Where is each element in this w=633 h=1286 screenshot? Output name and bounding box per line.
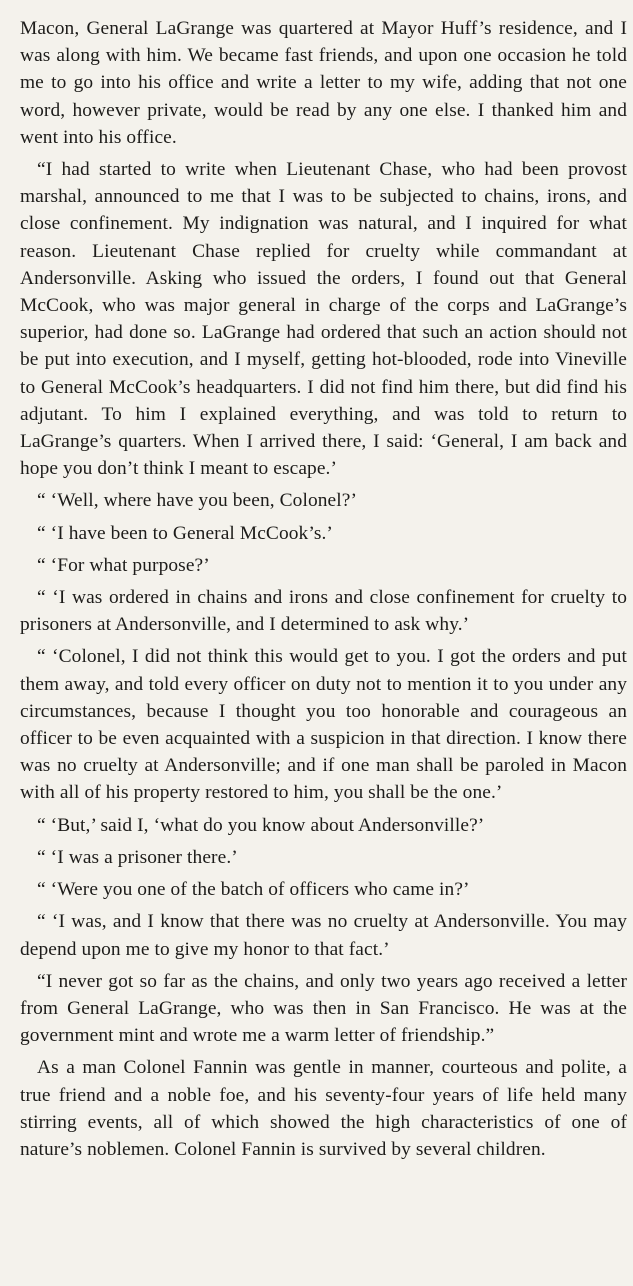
paragraph-dialogue-batch: “ ‘Were you one of the batch of officers who came in?’: [37, 879, 470, 901]
paragraph-dialogue-mccook: “ ‘I have been to General McCook’s.’: [37, 522, 333, 544]
paragraph-dialogue-but: “ ‘But,’ said I, ‘what do you know about Andersonville?’: [37, 814, 485, 836]
paragraph-dialogue-prisoner: “ ‘I was a prisoner there.’: [37, 846, 238, 868]
paragraph-dialogue-colonel: “ ‘Colonel, I did not think this would get to you. I got the orders and put them away, and told every officer on duty not to mention it to you under any circumstances, because I thought you too honorable and courageous an officer to be even acquainted with a suspicion in that direction. I know there was no cruelty at Andersonville; and if one man shall be paroled in Macon with all of his property restored to him, you shall be the one.’: [20, 646, 627, 804]
paragraph-dialogue-honor: “ ‘I was, and I know that there was no cruelty at Andersonville. You may depend upon me to give my honor to that fact.’: [20, 911, 627, 960]
paragraph-dialogue-purpose: “ ‘For what purpose?’: [37, 554, 210, 576]
paragraph-dialogue-ordered: “ ‘I was ordered in chains and irons and close confinement for cruelty to prisoners at Andersonville, and I determined to ask why.’: [20, 587, 627, 636]
paragraph-dialogue-where: “ ‘Well, where have you been, Colonel?’: [37, 490, 358, 512]
paragraph-letter-friendship: “I never got so far as the chains, and only two years ago received a letter from General LaGrange, who was then in San Francisco. He was at the government mint and wrote me a warm letter of friendship.”: [20, 970, 627, 1047]
paragraph-chase-announcement: “I had started to write when Lieutenant Chase, who had been provost marshal, announced to me that I was to be subjected to chains, irons, and close confinement. My indignation was natural, and I inquired for what reason. Lieutenant Chase replied for cruelty while commandant at Andersonville. Asking who issued the orders, I found out that General McCook, who was major general in charge of the corps and LaGrange’s superior, had done so. LaGrange had ordered that such an action should not be put into execution, and I myself, getting hot-blooded, rode into Vineville to General McCook’s headquarters. I did not find him there, but did find his adjutant. To him I explained everything, and was told to return to LaGrange’s quarters. When I arrived there, I said: ‘General, I am back and hope you don’t think I meant to escape.’: [20, 159, 627, 480]
paragraph-lagrange-quarters: Macon, General LaGrange was quartered at Mayor Huff’s residence, and I was along with him. We became fast friends, and upon one occasion he told me to go into his office and write a letter to my wife, adding that not one word, however private, would be read by any one else. I thanked him and went into his office.: [20, 18, 627, 148]
paragraph-closing-tribute: As a man Colonel Fannin was gentle in manner, courteous and polite, a true friend and a noble foe, and his seventy-four years of life held many stirring events, all of which showed the high characteristics of one of nature’s noblemen. Colonel Fannin is survived by several children.: [20, 1057, 627, 1160]
